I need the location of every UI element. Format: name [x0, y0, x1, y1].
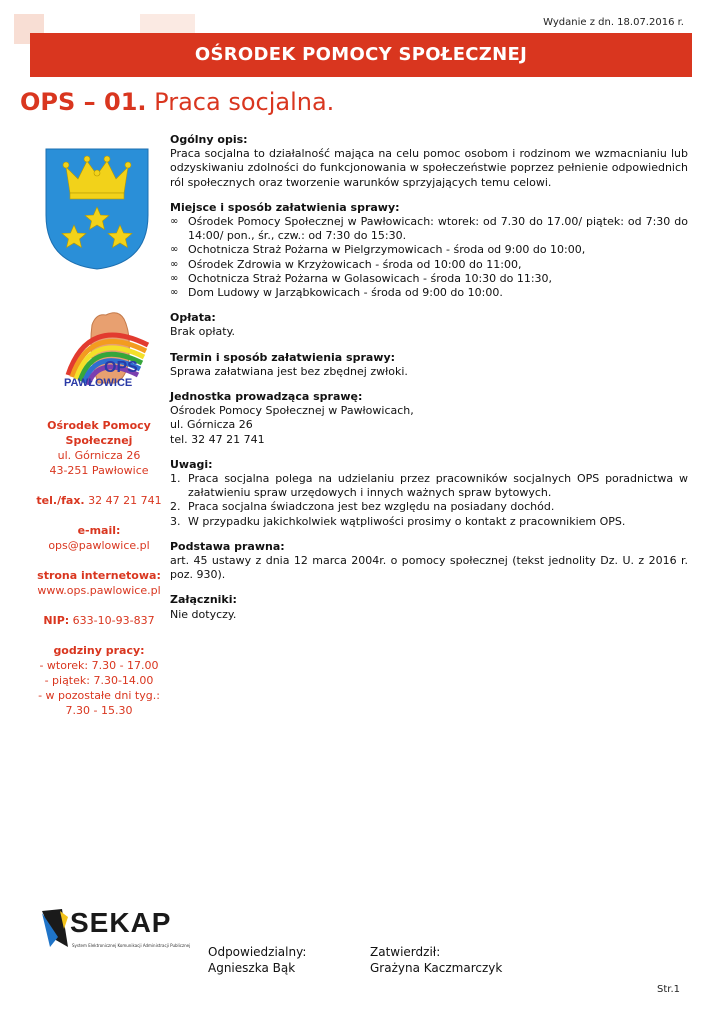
org-name-line-1: Ośrodek Pomocy — [47, 419, 151, 432]
org-street: ul. Górnicza 26 — [57, 449, 141, 462]
phone-value: 32 47 21 741 — [88, 494, 162, 507]
email-link[interactable]: ops@pawlowice.pl — [48, 539, 150, 552]
hours-line: 7.30 - 15.30 — [65, 704, 133, 717]
document-title: Praca socjalna. — [154, 88, 335, 116]
places-list — [170, 215, 688, 300]
list-item: ∞ Ochotnicza Straż Pożarna w Pielgrzymowicach - środa od 9:00 do 10:00, — [170, 243, 688, 257]
list-item — [170, 515, 688, 529]
document-code: OPS – 01. — [20, 88, 147, 116]
list-item: ∞ Ośrodek Zdrowia w Krzyżowicach - środa od 10:00 do 11:00, — [170, 258, 688, 272]
edition-date: Wydanie z dn. 18.07.2016 r. — [543, 17, 684, 28]
header-banner: OŚRODEK POMOCY SPOŁECZNEJ — [30, 33, 692, 77]
responsible-block — [208, 944, 306, 976]
list-item: ∞ Ośrodek Pomocy Społecznej w Pawłowicach: wtorek: od 7.30 do 17.00/ piątek: od 7:30 do 14:00/ pon., śr., czw.: od 7:30 do 15:30. — [170, 215, 688, 243]
list-item — [170, 500, 688, 514]
section-heading: Opłata: — [170, 311, 216, 325]
ops-logo-label: OPS — [104, 359, 138, 376]
sekap-label: SEKAP — [70, 907, 172, 938]
sidebar-contact — [30, 418, 168, 718]
page-number: Str.1 — [656, 984, 680, 995]
list-text: Praca socjalna świadczona jest bez względu na posiadany dochód. — [188, 500, 555, 514]
term-text: Sprawa załatwiana jest bez zbędnej zwłoki. — [170, 364, 408, 378]
section-heading: Ogólny opis: — [170, 133, 248, 146]
www-link[interactable]: www.ops.pawlowice.pl — [37, 584, 161, 597]
responsible-name: Agnieszka Bąk — [208, 961, 296, 975]
www-label: strona internetowa: — [37, 569, 161, 582]
ops-logo — [58, 305, 158, 413]
unit-line: Ośrodek Pomocy Społecznej w Pawłowicach, — [170, 404, 414, 418]
list-item: ∞ Ochotnicza Straż Pożarna w Golasowicach - środa 10:30 do 11:30, — [170, 272, 688, 286]
coat-of-arms-logo — [42, 145, 152, 273]
nip-line — [30, 613, 168, 628]
list-item: ∞ Dom Ludowy w Jarząbkowicach - środa od 9:00 do 10:00. — [170, 286, 688, 300]
notes-list — [170, 472, 688, 529]
law-text: art. 45 ustawy z dnia 12 marca 2004r. o pomocy społecznej (tekst jednolity Dz. U. z 2016 r. poz. 930). — [170, 554, 688, 582]
org-postal: 43-251 Pawłowice — [49, 464, 149, 477]
list-text: W przypadku jakichkolwiek wątpliwości prosimy o kontakt z pracownikiem OPS. — [188, 514, 626, 528]
hours-line: - piątek: 7.30-14.00 — [44, 674, 154, 687]
section-heading: Uwagi: — [170, 457, 213, 471]
org-name-line-2: Społecznej — [65, 434, 133, 447]
unit-line: ul. Górnicza 26 — [170, 418, 253, 432]
responsible-label: Odpowiedzialny: — [208, 945, 307, 959]
section-heading: Podstawa prawna: — [170, 539, 285, 553]
sekap-tagline: System Elektronicznej Komunikacji Administracji Publicznej — [72, 943, 191, 948]
phone-line — [30, 493, 168, 508]
sekap-mark-icon — [40, 907, 70, 949]
phone-label: tel./fax. — [36, 494, 85, 507]
list-number: 2. — [170, 500, 181, 514]
section-heading: Termin i sposób załatwienia sprawy: — [170, 350, 396, 364]
sekap-logo — [40, 905, 191, 960]
list-number: 3. — [170, 514, 181, 528]
approved-name: Grażyna Kaczmarczyk — [370, 961, 503, 975]
email-label: e-mail: — [77, 524, 121, 537]
unit-line: tel. 32 47 21 741 — [170, 432, 265, 446]
nip-label: NIP: — [43, 614, 70, 627]
description-text: Praca socjalna to działalność mająca na celu pomoc osobom i rodzinom we wzmacnianiu lub odzyskiwaniu zdolności do funkcjonowania w społeczeństwie poprzez pełnienie odpowiednich ról społecznych oraz tworzenie warunków sprzyjających temu celowi. — [170, 147, 688, 189]
nip-value: 633-10-93-837 — [72, 614, 155, 627]
section-heading: Miejsce i sposób załatwienia sprawy: — [170, 200, 400, 214]
approved-block — [370, 944, 502, 976]
section-heading: Jednostka prowadząca sprawę: — [170, 390, 363, 404]
list-text: Praca socjalna polega na udzielaniu przez pracowników socjalnych OPS poradnictwa w załatwieniu spraw urzędowych i innych ważnych spraw bytowych. — [188, 472, 688, 500]
page-title — [20, 88, 334, 116]
fee-text: Brak opłaty. — [170, 325, 236, 339]
list-item — [170, 472, 688, 500]
list-number: 1. — [170, 472, 181, 486]
section-heading: Załączniki: — [170, 593, 237, 607]
ops-logo-town: PAWŁOWICE — [64, 377, 133, 389]
approved-label: Zatwierdził: — [370, 945, 441, 959]
hours-label: godziny pracy: — [53, 644, 145, 657]
main-content — [170, 133, 688, 622]
hours-line: - w pozostałe dni tyg.: — [38, 689, 160, 702]
hours-line: - wtorek: 7.30 - 17.00 — [39, 659, 159, 672]
attachments-text: Nie dotyczy. — [170, 607, 237, 621]
